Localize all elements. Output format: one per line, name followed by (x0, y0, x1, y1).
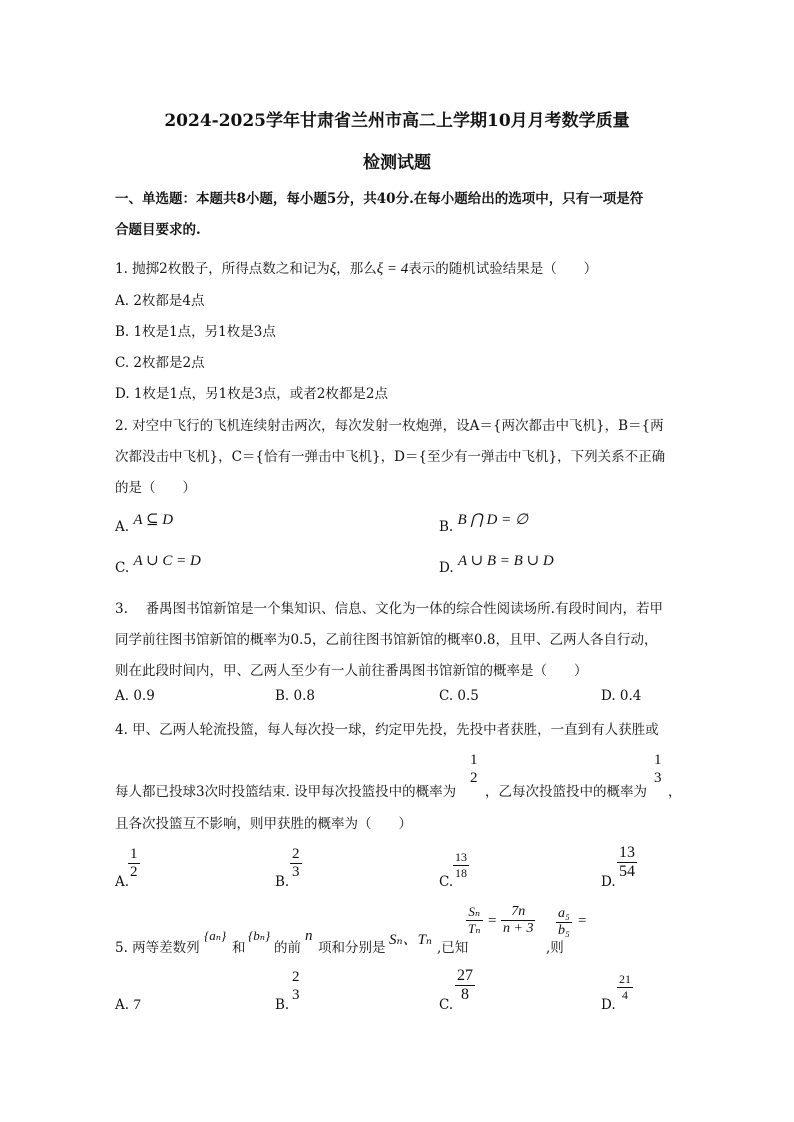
q5-equals: = (488, 913, 497, 929)
q5-option-c-numerator: 27 (457, 967, 473, 984)
q5-ask-numerator: a₅ (558, 906, 570, 921)
q4-option-c-denominator: 18 (455, 866, 467, 880)
q5-given-denominator: Tₙ (468, 921, 481, 936)
q5-an: {aₙ} (204, 928, 227, 943)
q4-option-d-fraction (617, 844, 637, 881)
q3-option-b: B. 0.8 (275, 688, 315, 704)
q1-stem-a: 1. 抛掷2枚骰子，所得点数之和记为 (115, 261, 330, 277)
q4-line2a: 每人都已投球3次时投篮结束. 设甲每次投篮投中的概率为 (115, 784, 457, 800)
q5-option-d-fraction (617, 972, 633, 1003)
q5-option-d-numerator: 21 (619, 972, 631, 986)
q2-option-c-math: A ∪ C = D (133, 553, 201, 569)
q5-stem-b: 的前 (274, 940, 301, 956)
section-heading-line1: 一、单选题：本题共8小题，每小题5分，共40分.在每小题给出的选项中，只有一项是符 (115, 191, 644, 207)
q4-option-b-denominator: 3 (292, 864, 300, 880)
q4-option-d-label: D. (601, 874, 616, 890)
q5-ask-denominator: b₅ (558, 923, 570, 938)
q3-line3: 则在此段时间内，甲、乙两人至少有一人前往番禺图书馆新馆的概率是（ ） (115, 663, 588, 679)
q4-option-c-numerator: 13 (455, 850, 467, 864)
q5-stem-a: 5. 两等差数列 (115, 940, 200, 956)
q1-xi-eq: ξ = 4 (376, 261, 409, 277)
q1-stem-b: ，那么 (336, 261, 377, 277)
q5-option-d-label: D. (601, 997, 616, 1013)
q5-stem-e: ,则 (546, 940, 564, 956)
q5-option-b-numerator: 2 (292, 969, 300, 985)
q5-option-c-label: C. (439, 997, 454, 1013)
q5-stem-c: 项和分别是 (318, 940, 386, 956)
q5-option-a-value: 7 (133, 997, 141, 1013)
q5-option-c-fraction (455, 967, 475, 1004)
q4-option-b-fraction (290, 846, 302, 881)
q4-option-b-numerator: 2 (292, 846, 300, 862)
q2-option-a-math: A ⊆ D (133, 512, 174, 528)
q4-option-a-fraction (128, 846, 140, 881)
q4-p2-numerator: 1 (654, 752, 662, 768)
q1-option-a: A. 2枚都是4点 (115, 293, 205, 309)
q4-option-a-label: A. (115, 874, 130, 890)
q2-line2: 次都没击中飞机}，C＝{恰有一弹击中飞机}，D＝{至少有一弹击中飞机}，下列关系不正确 (115, 449, 666, 465)
q5-and: 和 (232, 940, 246, 956)
q5-n: n (305, 928, 313, 944)
q5-option-c-denominator: 8 (455, 985, 475, 1004)
q4-p1-fraction (468, 752, 480, 787)
q5-rhs-numerator: 7n (511, 904, 526, 919)
q4-line3: 且各次投篮互不影响，则甲获胜的概率为（ ） (115, 816, 412, 832)
q4-line1: 4. 甲、乙两人轮流投篮，每人每次投一球，约定甲先投，先投中者获胜，一直到有人获胜或 (115, 722, 659, 738)
q4-p1-numerator: 1 (470, 752, 478, 768)
q4-option-a-denominator: 2 (130, 864, 138, 880)
q1-xi: ξ (329, 261, 337, 277)
q4-option-b-label: B. (275, 874, 290, 890)
q5-ask-equals: = (578, 913, 587, 929)
q4-option-a-numerator: 1 (130, 846, 138, 862)
q1-option-b: B. 1枚是1点，另1枚是3点 (115, 324, 276, 340)
q4-p2-denominator: 3 (654, 770, 662, 786)
q5-bn: {bₙ} (248, 928, 271, 943)
q5-s-t: Sₙ、Tₙ (389, 932, 433, 948)
q3-line1: 3. 番禺图书馆新馆是一个集知识、信息、文化为一体的综合性阅读场所.有段时间内，若甲 (115, 601, 663, 617)
q4-line2c: ， (668, 784, 682, 800)
q1-option-d: D. 1枚是1点，另1枚是3点，或者2枚都是2点 (115, 386, 388, 402)
q2-option-b-math: B ⋂ D = ∅ (457, 512, 529, 528)
q4-p1-denominator: 2 (470, 770, 478, 786)
q3-option-a: A. 0.9 (115, 688, 155, 704)
q2-option-b-label: B. (439, 519, 454, 535)
q2-option-d-label: D. (439, 560, 454, 576)
q4-option-d-denominator: 54 (619, 863, 635, 880)
q5-rhs-fraction (501, 904, 535, 937)
q4-option-c-label: C. (439, 874, 454, 890)
q1-option-c: C. 2枚都是2点 (115, 355, 205, 371)
q2-option-d-math: A ∪ B = B ∪ D (457, 553, 554, 569)
exam-title-line1: 2024-2025学年甘肃省兰州市高二上学期10月月考数学质量 (164, 111, 630, 131)
q5-given-numerator: Sₙ (468, 904, 481, 919)
q3-option-c: C. 0.5 (439, 688, 479, 704)
exam-title-line2: 检测试题 (363, 153, 431, 173)
q5-given-fraction (466, 904, 483, 937)
q2-option-c-label: C. (115, 560, 130, 576)
q5-option-d-denominator: 4 (617, 987, 633, 1003)
q5-option-b-fraction (290, 969, 302, 1004)
section-heading-line2: 合题目要求的. (115, 222, 201, 238)
q1-stem (115, 257, 597, 278)
q5-stem-d: ,已知 (437, 940, 469, 956)
q5-option-b-denominator: 3 (292, 987, 300, 1003)
q4-option-c-fraction (453, 850, 469, 881)
q3-line2: 同学前往图书馆新馆的概率为0.5，乙前往图书馆新馆的概率0.8，且甲、乙两人各自行动， (115, 632, 658, 648)
q3-option-d: D. 0.4 (601, 688, 642, 704)
q4-option-d-numerator: 13 (619, 844, 635, 861)
q5-option-a (115, 997, 141, 1014)
q2-line3: 的是（ ） (115, 480, 196, 496)
q2-option-a-label: A. (115, 519, 130, 535)
q1-stem-c: 表示的随机试验结果是（ ） (408, 261, 598, 277)
q2-option-d (439, 553, 554, 577)
q5-option-a-label: A. (115, 997, 130, 1013)
q4-line2b: ，乙每次投篮投中的概率为 (485, 784, 647, 800)
q2-option-c (115, 553, 201, 577)
q4-p2-fraction (652, 752, 664, 787)
q5-rhs-denominator: n + 3 (503, 921, 534, 936)
q5-option-b-label: B. (275, 997, 290, 1013)
q2-line1: 2. 对空中飞行的飞机连续射击两次，每次发射一枚炮弹，设A＝{两次都击中飞机}，B＝{两 (115, 418, 664, 434)
q2-option-b (439, 512, 529, 536)
q2-option-a (115, 512, 174, 536)
q5-ask-fraction (556, 906, 572, 939)
